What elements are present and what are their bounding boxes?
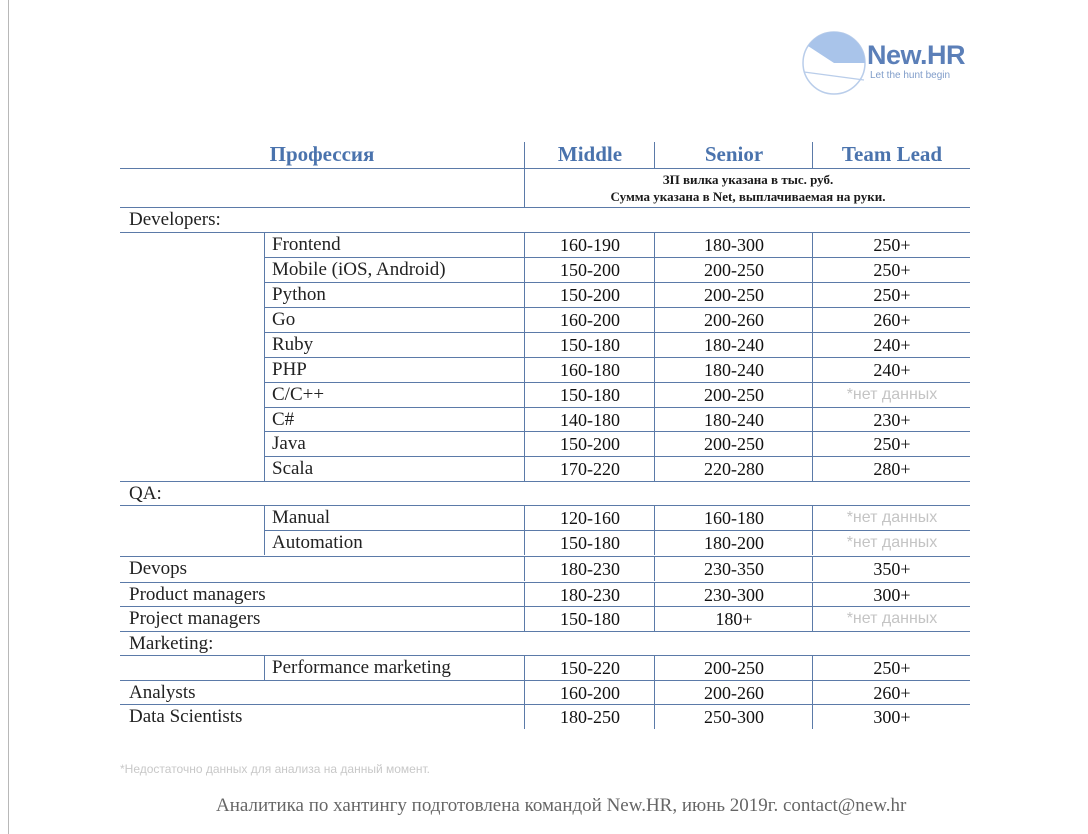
senior-salary: 230-350 xyxy=(704,559,764,579)
column-divider xyxy=(524,432,525,456)
profession-label: Frontend xyxy=(272,234,341,255)
middle-salary: 160-190 xyxy=(560,235,620,255)
team-lead-salary: 300+ xyxy=(873,585,911,605)
column-divider xyxy=(654,383,655,407)
column-divider xyxy=(654,681,655,705)
column-divider xyxy=(524,457,525,481)
column-divider xyxy=(812,705,813,729)
column-divider xyxy=(812,506,813,530)
middle-salary: 150-220 xyxy=(560,658,620,678)
column-divider xyxy=(264,457,265,481)
table-row xyxy=(0,432,1088,456)
column-divider xyxy=(524,583,525,607)
table-row xyxy=(0,233,1088,257)
column-divider xyxy=(524,408,525,432)
team-lead-salary: 250+ xyxy=(873,434,911,454)
logo-tagline: Let the hunt begin xyxy=(870,70,951,81)
salary-note-line2: Сумма указана в Net, выплачиваемая на руки. xyxy=(610,189,886,204)
middle-salary: 150-180 xyxy=(560,533,620,553)
column-divider xyxy=(812,656,813,680)
senior-salary: 200-260 xyxy=(704,310,764,330)
table-row xyxy=(0,383,1088,407)
column-divider xyxy=(654,557,655,581)
team-lead-salary: *нет данных xyxy=(846,509,938,526)
category-label: QA: xyxy=(129,483,162,504)
senior-salary: 180-240 xyxy=(704,410,764,430)
column-divider xyxy=(654,705,655,729)
table-row xyxy=(0,283,1088,307)
team-lead-salary: *нет данных xyxy=(846,386,938,403)
table-row xyxy=(0,531,1088,555)
column-divider xyxy=(812,283,813,307)
table-row xyxy=(0,656,1088,680)
middle-salary: 150-200 xyxy=(560,285,620,305)
middle-salary: 150-200 xyxy=(560,260,620,280)
table-row xyxy=(0,506,1088,530)
column-divider xyxy=(654,358,655,382)
column-divider xyxy=(264,358,265,382)
senior-salary: 220-280 xyxy=(704,459,764,479)
team-lead-salary: 250+ xyxy=(873,285,911,305)
senior-salary: 180-240 xyxy=(704,360,764,380)
table-row xyxy=(0,557,1088,581)
header-team-lead: Team Lead xyxy=(841,142,943,166)
column-divider xyxy=(654,583,655,607)
newhr-logo xyxy=(800,28,990,100)
column-divider xyxy=(524,705,525,729)
category-label: Marketing: xyxy=(129,633,214,654)
profession-label: Devops xyxy=(129,558,188,579)
team-lead-salary: *нет данных xyxy=(846,610,938,627)
profession-label: Data Scientists xyxy=(129,706,243,727)
senior-salary: 250-300 xyxy=(704,707,764,727)
header-profession: Профессия xyxy=(269,142,375,166)
middle-salary: 150-200 xyxy=(560,434,620,454)
profession-label: Automation xyxy=(272,532,363,553)
middle-salary: 120-160 xyxy=(560,508,620,528)
salary-note-line1: ЗП вилка указана в тыс. руб. xyxy=(662,172,834,187)
senior-salary: 200-260 xyxy=(704,683,764,703)
column-divider xyxy=(812,557,813,581)
column-divider xyxy=(812,258,813,282)
middle-salary: 150-180 xyxy=(560,385,620,405)
middle-salary: 180-230 xyxy=(560,559,620,579)
senior-salary: 200-250 xyxy=(704,434,764,454)
profession-label: Ruby xyxy=(272,334,314,355)
profession-label: C# xyxy=(272,409,295,430)
profession-label: Manual xyxy=(272,507,331,528)
column-divider xyxy=(524,283,525,307)
senior-salary: 200-250 xyxy=(704,285,764,305)
header-senior: Senior xyxy=(704,142,764,166)
middle-salary: 180-230 xyxy=(560,585,620,605)
column-divider xyxy=(524,358,525,382)
column-divider xyxy=(812,432,813,456)
logo-circle-icon xyxy=(800,28,870,98)
column-divider xyxy=(524,258,525,282)
team-lead-salary: 250+ xyxy=(873,260,911,280)
middle-salary: 160-200 xyxy=(560,310,620,330)
column-divider xyxy=(264,308,265,332)
middle-salary: 140-180 xyxy=(560,410,620,430)
table-row xyxy=(0,308,1088,332)
table-row xyxy=(0,258,1088,282)
footnote: *Недостаточно данных для анализа на данный момент. xyxy=(120,762,430,776)
team-lead-salary: 240+ xyxy=(873,335,911,355)
column-divider xyxy=(264,531,265,555)
senior-salary: 200-250 xyxy=(704,658,764,678)
table-row xyxy=(0,457,1088,481)
header-divider xyxy=(654,142,655,168)
header-divider xyxy=(524,142,525,168)
profession-label: Java xyxy=(272,433,306,454)
column-divider xyxy=(654,308,655,332)
column-divider xyxy=(524,383,525,407)
team-lead-salary: *нет данных xyxy=(846,534,938,551)
column-divider xyxy=(654,531,655,555)
column-divider xyxy=(654,607,655,631)
column-divider xyxy=(812,408,813,432)
senior-salary: 230-300 xyxy=(704,585,764,605)
column-divider xyxy=(654,506,655,530)
senior-salary: 180-240 xyxy=(704,335,764,355)
profession-label: Go xyxy=(272,309,296,330)
header-middle: Middle xyxy=(557,142,623,166)
table-row xyxy=(0,408,1088,432)
middle-salary: 160-200 xyxy=(560,683,620,703)
profession-label: Mobile (iOS, Android) xyxy=(272,259,446,280)
column-divider xyxy=(812,531,813,555)
profession-label: Analysts xyxy=(129,682,196,703)
table-row xyxy=(0,358,1088,382)
category-label: Developers: xyxy=(129,209,221,230)
senior-salary: 200-250 xyxy=(704,260,764,280)
profession-label: PHP xyxy=(272,359,307,380)
senior-salary: 180+ xyxy=(715,609,753,629)
column-divider xyxy=(264,258,265,282)
column-divider xyxy=(812,583,813,607)
table-row xyxy=(0,333,1088,357)
column-divider xyxy=(654,333,655,357)
category-row xyxy=(0,632,1088,656)
header-rule xyxy=(120,168,970,169)
column-divider xyxy=(264,383,265,407)
middle-salary: 150-180 xyxy=(560,335,620,355)
column-divider xyxy=(812,681,813,705)
column-divider xyxy=(264,233,265,257)
column-divider xyxy=(264,432,265,456)
table-row xyxy=(0,705,1088,729)
column-divider xyxy=(524,681,525,705)
column-divider xyxy=(264,656,265,680)
column-divider xyxy=(654,258,655,282)
column-divider xyxy=(524,531,525,555)
table-row xyxy=(0,681,1088,705)
senior-salary: 180-300 xyxy=(704,235,764,255)
column-divider xyxy=(654,656,655,680)
team-lead-salary: 260+ xyxy=(873,310,911,330)
senior-salary: 200-250 xyxy=(704,385,764,405)
column-divider xyxy=(524,607,525,631)
category-row xyxy=(0,482,1088,506)
column-divider xyxy=(264,333,265,357)
header-divider xyxy=(812,142,813,168)
column-divider xyxy=(654,283,655,307)
column-divider xyxy=(812,233,813,257)
senior-salary: 160-180 xyxy=(704,508,764,528)
team-lead-salary: 230+ xyxy=(873,410,911,430)
note-divider xyxy=(524,168,525,208)
team-lead-salary: 300+ xyxy=(873,707,911,727)
category-row xyxy=(0,208,1088,232)
column-divider xyxy=(654,233,655,257)
table-row xyxy=(0,583,1088,607)
column-divider xyxy=(524,333,525,357)
profession-label: Performance marketing xyxy=(272,657,451,678)
team-lead-salary: 280+ xyxy=(873,459,911,479)
column-divider xyxy=(524,656,525,680)
column-divider xyxy=(812,333,813,357)
team-lead-salary: 240+ xyxy=(873,360,911,380)
column-divider xyxy=(524,557,525,581)
team-lead-salary: 250+ xyxy=(873,658,911,678)
table-row xyxy=(0,607,1088,631)
middle-salary: 150-180 xyxy=(560,609,620,629)
middle-salary: 180-250 xyxy=(560,707,620,727)
profession-label: Project managers xyxy=(129,608,261,629)
middle-salary: 160-180 xyxy=(560,360,620,380)
team-lead-salary: 250+ xyxy=(873,235,911,255)
column-divider xyxy=(654,408,655,432)
column-divider xyxy=(812,308,813,332)
column-divider xyxy=(524,308,525,332)
column-divider xyxy=(654,457,655,481)
credit-line: Аналитика по хантингу подготовлена командой New.HR, июнь 2019г. contact@new.hr xyxy=(216,795,907,816)
profession-label: Scala xyxy=(272,458,314,479)
column-divider xyxy=(524,506,525,530)
column-divider xyxy=(524,233,525,257)
column-divider xyxy=(264,506,265,530)
team-lead-salary: 350+ xyxy=(873,559,911,579)
logo-name: New.HR xyxy=(867,40,966,70)
column-divider xyxy=(812,358,813,382)
senior-salary: 180-200 xyxy=(704,533,764,553)
column-divider xyxy=(264,283,265,307)
column-divider xyxy=(264,408,265,432)
column-divider xyxy=(812,383,813,407)
profession-label: Python xyxy=(272,284,326,305)
team-lead-salary: 260+ xyxy=(873,683,911,703)
column-divider xyxy=(812,607,813,631)
column-divider xyxy=(654,432,655,456)
column-divider xyxy=(812,457,813,481)
middle-salary: 170-220 xyxy=(560,459,620,479)
profession-label: C/C++ xyxy=(272,384,325,405)
profession-label: Product managers xyxy=(129,584,266,605)
